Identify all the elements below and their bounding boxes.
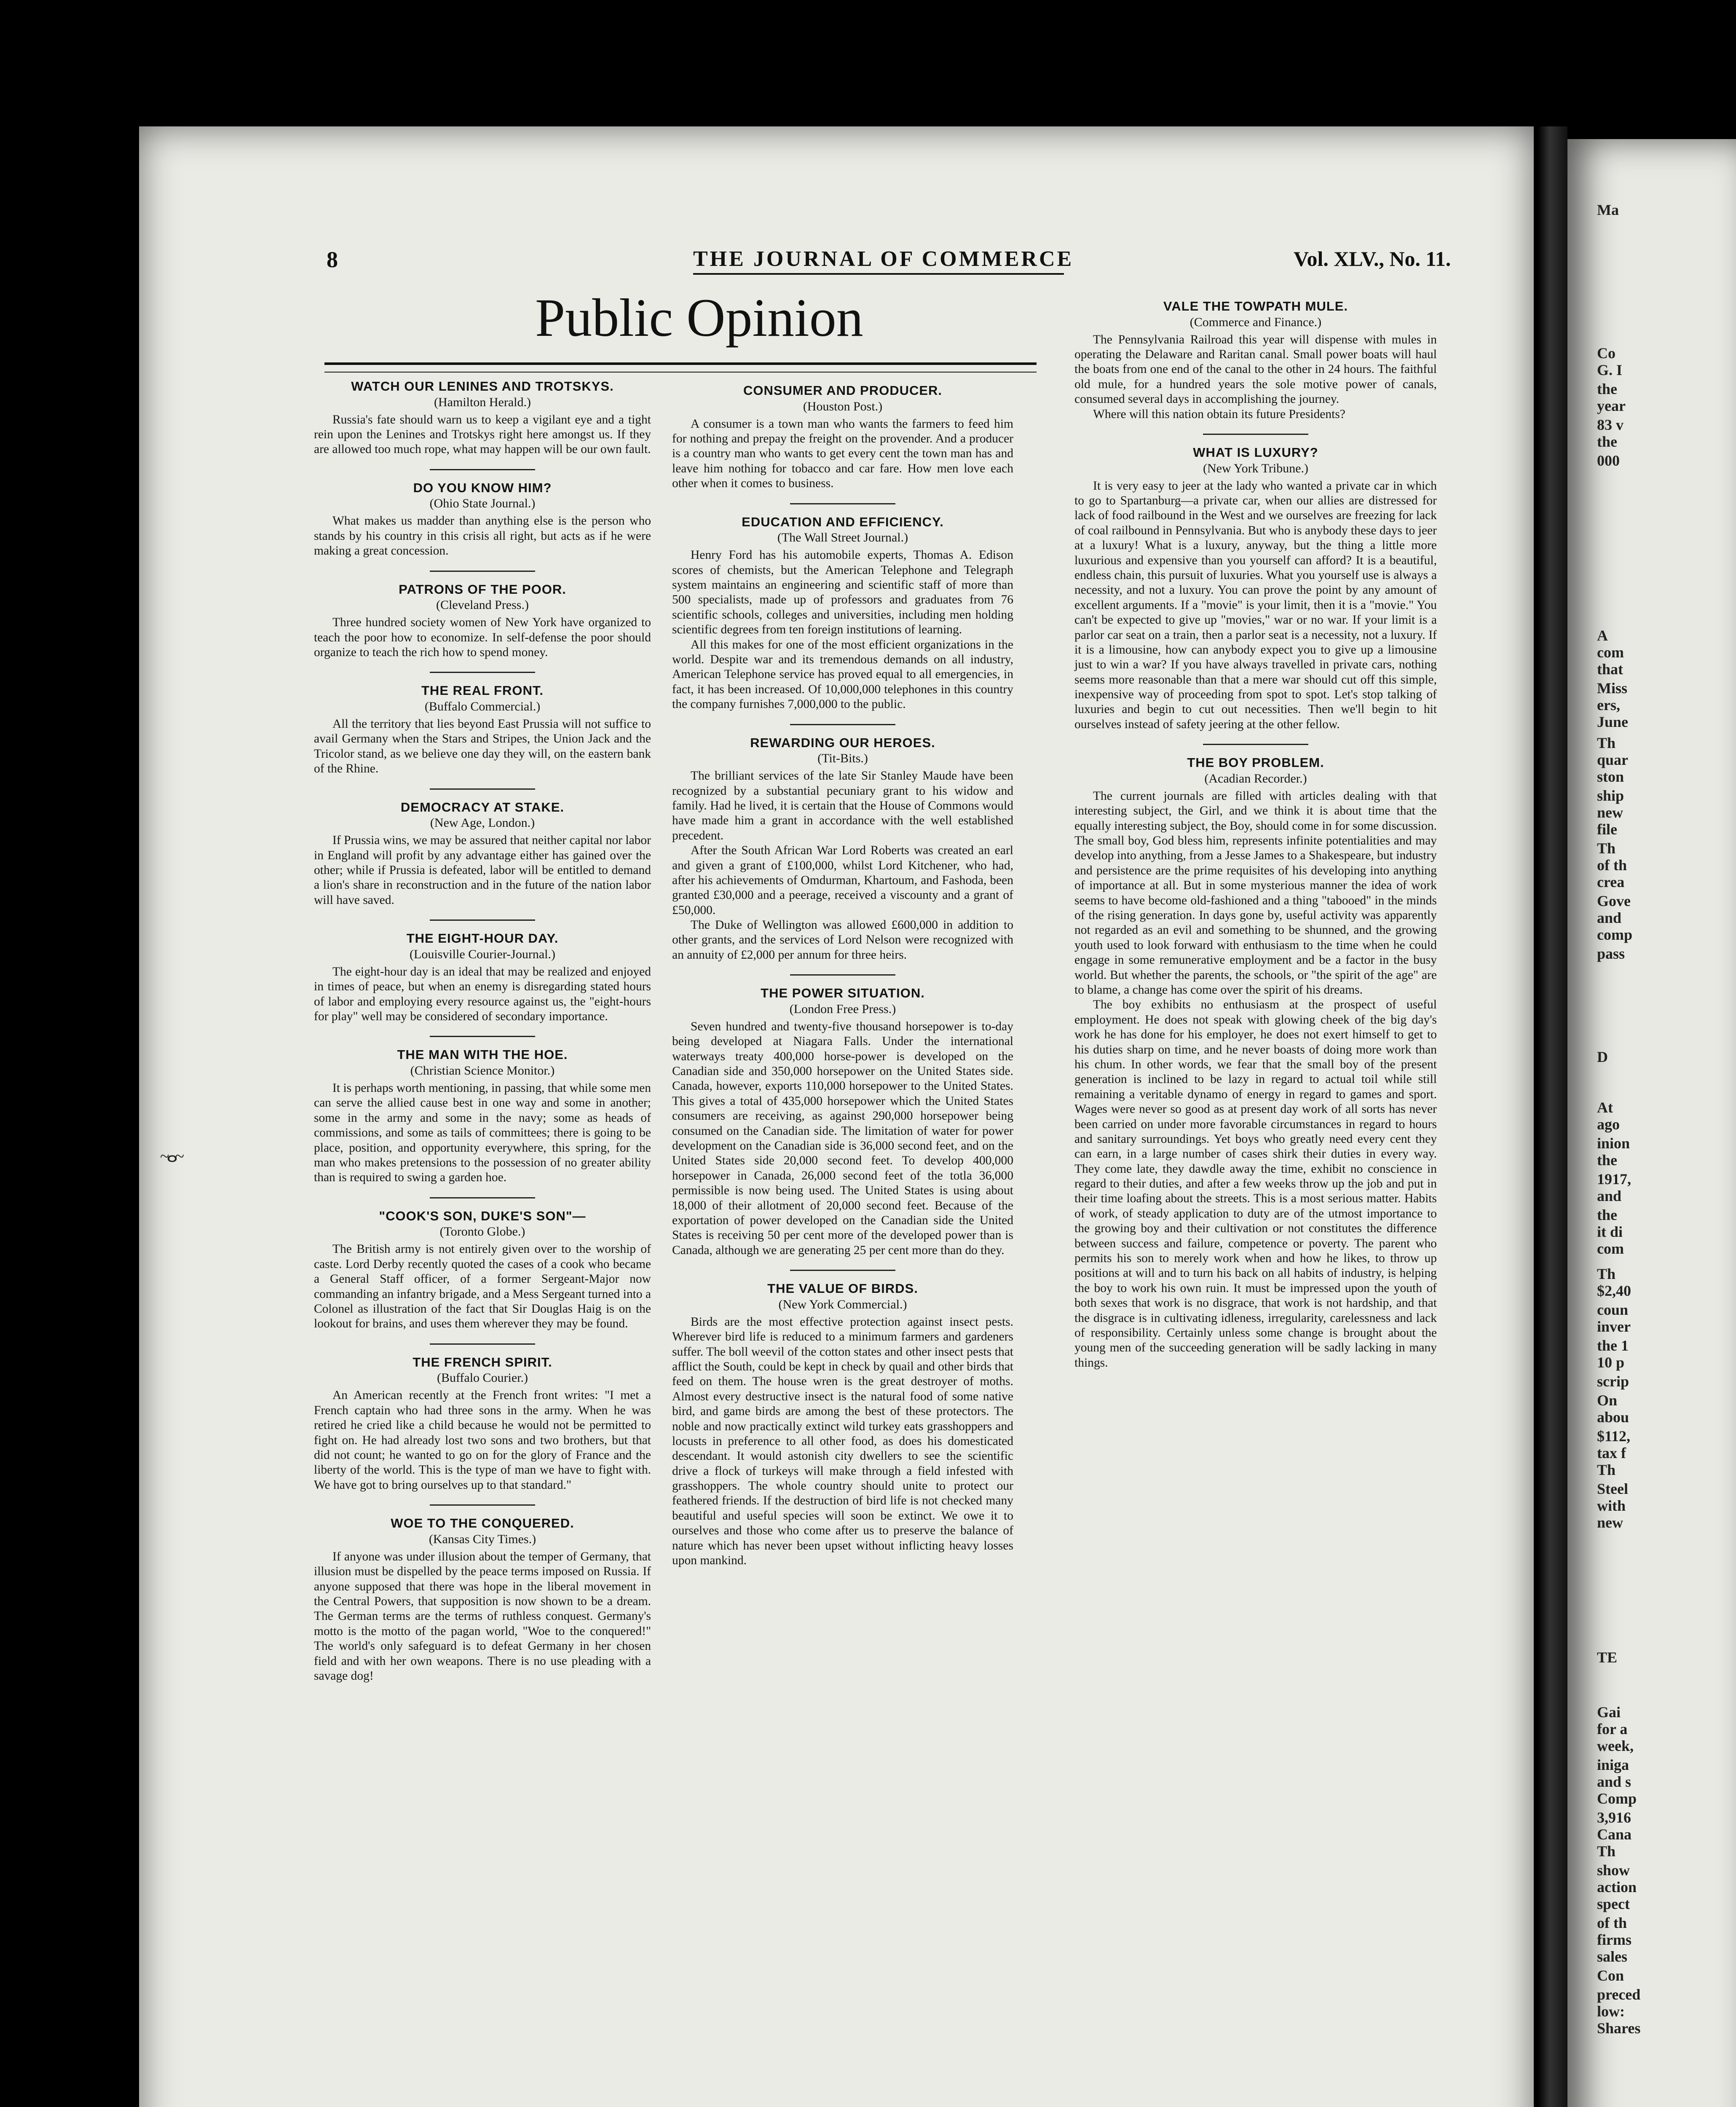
- article-paragraph: It is very easy to jeer at the lady who wanted a private car in which to go to Spartanburg—a private car, when our allies are distressed for lack of food railbound in the West and we ourselves are freezing for lack of coal railbound in Pennsylvania. But who is anybody these days to jeer at a luxury! What is a luxury, anyway, but the thing a little more luxurious and expensive than you yourself can afford? It is a beautiful, endless chain, this pursuit of luxuries. What you yourself use is always a necessity, and not a luxury. You can prove the point by any amount of excellent arguments. If a "movie" is your limit, then it is a "movie." You can't be expected to give up "movies," war or no war. If your limit is a parlor car seat on a train, then a parlor seat is a necessity, not a luxury. If it is a limousine, how can anybody expect you to give up a limousine just to win a war? If you have always travelled in private cars, nothing seems more reasonable than that a mere war should cut off this simple, inexpensive way of proceeding from spot to spot. Let's stop talking of luxuries and begin to cut out necessities. Then we'll begin to hit ourselves instead of safety jeering at the other fellow.: [1074, 479, 1437, 731]
- article-separator: [430, 469, 535, 470]
- article-body: [672, 769, 1013, 962]
- adjacent-page-edge: [1567, 139, 1736, 2107]
- article-paragraph: Birds are the most effective protection against insect pests. Wherever bird life is reduced to a minimum farmers and gardeners suffer. The boll weevil of the cotton states and other insect pests that afflict the South, could be kept in check by quail and other birds that feed on them. The house wren is the great destroyer of moths. Almost every destructive insect is the natural food of some native bird, and game birds are among the best of these protectors. The noble and now practically extinct wild turkey eats grasshoppers and locusts in preference to all other food, as does his domesticated descendant. It would astonish city dwellers to see the scientific drive a flock of turkeys will make through a field infested with grasshoppers. The whole country should unite to protect our feathered friends. If the destruction of bird life is not checked many beautiful and useful species will soon be extinct. We owe it to ourselves and those who come after us to preserve the balance of nature which has never been upset without inflicting heavy losses upon mankind.: [672, 1315, 1013, 1568]
- article-separator: [430, 788, 535, 790]
- article: [672, 735, 1013, 963]
- article: [314, 1047, 651, 1185]
- article-source: (Kansas City Times.): [429, 1532, 536, 1546]
- article: [1074, 299, 1437, 422]
- article-source: (New Age, London.): [430, 816, 535, 830]
- next-page-text-fragment: ston: [1597, 768, 1624, 785]
- article-source: (London Free Press.): [789, 1002, 896, 1016]
- next-page-text-fragment: iniga: [1597, 1756, 1629, 1773]
- article-headline: THE REAL FRONT.: [421, 683, 544, 698]
- next-page-text-fragment: and: [1597, 909, 1622, 926]
- next-page-text-fragment: crea: [1597, 874, 1625, 890]
- next-page-text-fragment: preced: [1597, 1986, 1641, 2003]
- article-headline: VALE THE TOWPATH MULE.: [1163, 299, 1348, 314]
- article-source: (Hamilton Herald.): [434, 395, 531, 409]
- next-page-text-fragment: D: [1597, 1048, 1608, 1065]
- next-page-text-fragment: new: [1597, 1514, 1623, 1531]
- article-source: (Buffalo Commercial.): [424, 700, 541, 714]
- next-page-text-fragment: that: [1597, 661, 1623, 678]
- next-page-text-fragment: scrip: [1597, 1373, 1629, 1390]
- article-source: (The Wall Street Journal.): [777, 531, 908, 545]
- next-page-text-fragment: quar: [1597, 751, 1629, 768]
- article-body: [1074, 789, 1437, 1370]
- next-page-text-fragment: Th: [1597, 1843, 1616, 1860]
- article-body: [314, 717, 651, 777]
- article-paragraph: All the territory that lies beyond East Prussia will not suffice to avail Germany when the Stars and Stripes, the Union Jack and the Tricolor stand, as we believe one day they will, on the eastern bank of the Rhine.: [314, 717, 651, 776]
- article: [672, 1281, 1013, 1568]
- article: [314, 379, 651, 457]
- article: [314, 800, 651, 908]
- next-page-text-fragment: On: [1597, 1392, 1618, 1409]
- article-body: [314, 413, 651, 457]
- ink-smudge: ~ⴰ~: [160, 1147, 182, 1166]
- next-page-text-fragment: of th: [1597, 857, 1627, 874]
- next-page-text-fragment: the: [1597, 381, 1617, 397]
- next-page-text-fragment: the: [1597, 1206, 1617, 1223]
- next-page-text-fragment: ship: [1597, 787, 1624, 804]
- title-double-rule: [324, 362, 1037, 373]
- article-paragraph: A consumer is a town man who wants the farmers to feed him for nothing and prepay the freight on the provender. And a producer is a country man who wants to get every cent the town man has and leave him nothing for tobacco and car fare. How men love each other when it comes to business.: [672, 417, 1013, 491]
- next-page-text-fragment: spect: [1597, 1895, 1630, 1912]
- next-page-text-fragment: show: [1597, 1862, 1630, 1879]
- article-headline: THE FRENCH SPIRIT.: [413, 1354, 552, 1370]
- article-paragraph: The Duke of Wellington was allowed £600,000 in addition to other grants, and the services of Lord Nelson were recognized with an annuity of £2,000 per annum for three heirs.: [672, 918, 1013, 962]
- article-headline: WOE TO THE CONQUERED.: [391, 1516, 574, 1531]
- article-separator: [790, 1270, 895, 1271]
- article-source: (Acadian Recorder.): [1204, 771, 1307, 785]
- article-body: [314, 1081, 651, 1185]
- next-page-text-fragment: 10 p: [1597, 1354, 1625, 1371]
- article-paragraph: After the South African War Lord Roberts was created an earl and given a grant of £100,000, whilst Lord Kitchener, who had, after his achievements of Omdurman, Khartoum, and Fashoda, been granted £30,000 and a peerage, received a viscounty and a grant of £50,000.: [672, 844, 1013, 917]
- article-headline: THE BOY PROBLEM.: [1187, 755, 1324, 770]
- next-page-text-fragment: firms: [1597, 1931, 1632, 1948]
- next-page-text-fragment: At: [1597, 1099, 1613, 1116]
- article-headline: PATRONS OF THE POOR.: [399, 582, 566, 597]
- next-page-text-fragment: and s: [1597, 1773, 1632, 1790]
- article-paragraph: Where will this nation obtain its future Presidents?: [1093, 407, 1345, 421]
- column-1: [314, 377, 651, 1695]
- article-paragraph: All this makes for one of the most efficient organizations in the world. Despite war and its tremendous demands on all industry, American Telephone service has proved equal to all emergencies, in fact, it has been increased. Of 10,000,000 telephones in this country the company furnishes 7,000,000 to the public.: [672, 638, 1013, 711]
- next-page-text-fragment: Th: [1597, 840, 1616, 857]
- volume-number: Vol. XLV., No. 11.: [1294, 247, 1451, 271]
- next-page-text-fragment: of th: [1597, 1914, 1627, 1931]
- next-page-text-fragment: $2,40: [1597, 1282, 1631, 1299]
- article-paragraph: What makes us madder than anything else is the person who stands by his country in this crisis all right, but acts as if he were making a great concession.: [314, 514, 651, 558]
- next-page-text-fragment: coun: [1597, 1301, 1629, 1318]
- article-separator: [1203, 434, 1308, 435]
- article-separator: [430, 919, 535, 921]
- next-page-text-fragment: low:: [1597, 2003, 1625, 2020]
- next-page-text-fragment: Gai: [1597, 1704, 1621, 1721]
- next-page-text-fragment: 83 v: [1597, 416, 1623, 433]
- next-page-text-fragment: pass: [1597, 945, 1625, 962]
- article-separator: [790, 724, 895, 725]
- page-number: 8: [327, 247, 338, 272]
- header-rule: [693, 273, 1064, 275]
- article-body: [314, 1388, 651, 1493]
- article-paragraph: Three hundred society women of New York have organized to teach the poor how to economize. In self-defense the poor should organize to teach the rich how to spend money.: [314, 616, 651, 659]
- article-separator: [430, 1197, 535, 1198]
- column-2: [672, 381, 1013, 1580]
- article-headline: THE POWER SITUATION.: [761, 986, 925, 1001]
- next-page-text-fragment: Con: [1597, 1967, 1624, 1984]
- article: [672, 383, 1013, 491]
- article-headline: THE EIGHT-HOUR DAY.: [406, 931, 559, 946]
- article-headline: THE MAN WITH THE HOE.: [397, 1047, 568, 1062]
- next-page-text-fragment: Th: [1597, 1461, 1616, 1478]
- article-separator: [430, 1343, 535, 1345]
- article-paragraph: It is perhaps worth mentioning, in passing, that while some men can serve the allied cause best in one way and some in another; some in the army and some in the navy; some as heads of commissions, and some as tails of committees; there is going to be place, position, and opportunity everywhere, this spring, for the man who makes pretensions to the possession of no greater ability than is required to swing a garden hoe.: [314, 1081, 651, 1185]
- article-separator: [1203, 744, 1308, 745]
- article: [314, 1355, 651, 1493]
- next-page-text-fragment: 000: [1597, 452, 1620, 469]
- next-page-text-fragment: Steel: [1597, 1480, 1628, 1497]
- page-gutter: [1538, 126, 1567, 2107]
- article-body: [314, 1549, 651, 1684]
- article-headline: DEMOCRACY AT STAKE.: [400, 799, 565, 815]
- next-page-text-fragment: tax f: [1597, 1445, 1626, 1461]
- next-page-text-fragment: the 1: [1597, 1337, 1629, 1354]
- article-body: [314, 514, 651, 558]
- next-page-text-fragment: TE: [1597, 1649, 1618, 1666]
- article-body: [314, 1242, 651, 1331]
- article-source: (Buffalo Courier.): [437, 1371, 528, 1385]
- next-page-text-fragment: com: [1597, 644, 1624, 661]
- article-paragraph: Russia's fate should warn us to keep a vigilant eye and a tight rein upon the Lenines and Trotskys right here amongst us. If they are allowed too much rope, what may happen will be our own fault.: [314, 413, 651, 456]
- article-paragraph: The Pennsylvania Railroad this year will dispense with mules in operating the Delaware and Raritan canal. Small power boats will haul the boats from one end of the canal to the other in 24 hours. The faithful old mule, for a hundred years the sole motive power of canals, consumed several days in accomplishing the journey.: [1074, 332, 1437, 406]
- article-separator: [430, 672, 535, 673]
- article-paragraph: The brilliant services of the late Sir Stanley Maude have been recognized by a substantial pecuniary grant to his widow and family. Had he lived, it is certain that the House of Commons would have made him a grant in accordance with the well established precedent.: [672, 769, 1013, 842]
- article-source: (Cleveland Press.): [436, 598, 529, 612]
- next-page-text-fragment: $112,: [1597, 1428, 1631, 1445]
- article: [314, 480, 651, 559]
- next-page-text-fragment: year: [1597, 397, 1626, 414]
- article-separator: [790, 974, 895, 976]
- article: [672, 986, 1013, 1258]
- section-title: Public Opinion: [535, 288, 863, 348]
- next-page-text-fragment: Th: [1597, 735, 1616, 751]
- article: [672, 515, 1013, 712]
- next-page-text-fragment: the: [1597, 433, 1617, 450]
- next-page-text-fragment: 3,916: [1597, 1809, 1631, 1826]
- article-body: [672, 548, 1013, 712]
- next-page-text-fragment: Co: [1597, 345, 1615, 362]
- article-paragraph: If Prussia wins, we may be assured that neither capital nor labor in England will profit by any advantage either has gained over the other; while if Prussia is defeated, labor will be entitled to demand a lion's share in reconstruction and in the future of the nation labor will have saved.: [314, 834, 651, 907]
- article-headline: CONSUMER AND PRODUCER.: [743, 383, 943, 398]
- next-page-text-fragment: Th: [1597, 1265, 1616, 1282]
- article: [314, 1516, 651, 1683]
- next-page-text-fragment: Ma: [1597, 201, 1619, 218]
- article-headline: DO YOU KNOW HIM?: [413, 480, 552, 495]
- article-headline: EDUCATION AND EFFICIENCY.: [742, 514, 944, 529]
- article-paragraph: The boy exhibits no enthusiasm at the prospect of useful employment. He does not speak with glowing cheek of the big day's work he has done for his employer, he does not exert himself to get to his duties sharp on time, and he never boasts of doing more work than his chum. In other words, we fear that the small boy of the present generation is inclined to be lazy in regard to actual toil while still remaining a veritable dynamo of energy in regard to games and sport. Wages were never so good as at present day work of all sorts has never been carried on under more favorable circumstances in regard to hours and sanitary surroundings. Yet boys who greatly need every cent they can earn, in a large number of cases shirk their duties in every way. They come late, they dawdle away the time, exhibit no conscience in regard to their duties, and after a few weeks throw up the job and put in their time loafing about the streets. This is a most serious matter. Habits of work, of steady application to duty are of the utmost importance to the growing boy and their cultivation or not constitutes the difference between success and failure, competence or poverty. The parent who permits his son to merely work when and how he likes, to throw up positions at will and to turn his back on all habits of industry, is helping the boy to work his own ruin. It must be impressed upon the youth of both sexes that work is no disgrace, that work is not hardship, and that the disgrace is in cultivating idleness, irregularity, carelessness and lack of responsibility. Certainly unless some change is brought about the young men of the succeeding generation will be sadly lacking in many things.: [1074, 998, 1437, 1370]
- next-page-text-fragment: abou: [1597, 1409, 1629, 1426]
- article-paragraph: Seven hundred and twenty-five thousand horsepower is to-day being developed at Niagara Falls. Under the international waterways treaty 400,000 horse-power is developed on the Canadian side and 350,000 horsepower on the United States side. Canada, however, exports 110,000 horsepower to the United States. This gives a total of 435,000 horsepower which the United States consumers are receiving, as against 290,000 horsepower being consumed on the Canadian side. The limitation of water for power development on the Canadian side is 36,000 second feet, and on the United States side 20,000 second feet. To develop 400,000 horsepower in Canada, 26,000 second feet of the totla 36,000 permissible is now being used. The United States is using about 18,000 of their allotment of 20,000 second feet. Because of the exportation of power developed on the Canadian side the United States is receiving 50 per cent more of the developed power than is Canada, although we are generating 25 per cent more than do they.: [672, 1019, 1013, 1257]
- column-3: [1074, 297, 1437, 1382]
- article-paragraph: The current journals are filled with articles dealing with that interesting subject, the Girl, and we think it is about time that the equally interesting subject, the Boy, should come in for some discussion. The small boy, God bless him, represents infinite potentialities and may develop into anything, from a Jesse James to a Shakespeare, but industry and persistence are the prime requisites of his developing into anything of importance at all. But in some mysterious manner the idea of work seems to have become old-fashioned and a thing "tabooed" in the minds of the rising generation. In days gone by, useful activity was apparently not regarded as an evil and something to be shunned, and the growing youth used to look forward with enthusiasm to the time when he could engage in some remunerative employment and be a factor in the busy world. But whether the parents, the schools, or "the spirit of the age" are to blame, a change has come over the spirit of his dreams.: [1074, 789, 1437, 997]
- next-page-text-fragment: ers,: [1597, 697, 1620, 713]
- journal-title: THE JOURNAL OF COMMERCE: [693, 247, 1074, 271]
- article-separator: [430, 1036, 535, 1037]
- article: [314, 683, 651, 776]
- article-body: [672, 1315, 1013, 1568]
- article-source: (Toronto Globe.): [439, 1225, 525, 1239]
- next-page-text-fragment: Gove: [1597, 893, 1631, 909]
- article-paragraph: The eight-hour day is an ideal that may be realized and enjoyed in times of peace, but when an enemy is disregarding stated hours of labor and employing every resource against us, the "eight-hours for play" well may be considered of secondary importance.: [314, 965, 651, 1024]
- article: [314, 582, 651, 660]
- next-page-text-fragment: Miss: [1597, 680, 1627, 697]
- article-separator: [790, 503, 895, 504]
- article: [314, 931, 651, 1024]
- article-source: (Ohio State Journal.): [429, 496, 536, 511]
- next-page-text-fragment: file: [1597, 821, 1617, 838]
- article-headline: "COOK'S SON, DUKE'S SON"—: [379, 1208, 586, 1223]
- next-page-text-fragment: for a: [1597, 1721, 1628, 1737]
- article-source: (New York Tribune.): [1203, 461, 1309, 475]
- article-body: [672, 1019, 1013, 1258]
- article-source: (Houston Post.): [803, 399, 883, 413]
- article-source: (Christian Science Monitor.): [410, 1064, 555, 1078]
- article-headline: THE VALUE OF BIRDS.: [767, 1281, 918, 1296]
- article-paragraph: An American recently at the French front writes: "I met a French captain who had three sons in the army. When he was retired he cried like a child because he would not be permitted to fight on. He had already lost two sons and two brothers, but that did not count; he wanted to go on for the glory of France and the liberty of the world. This is the type of man we have to fight with. We have got to bring ourselves up to that standard.": [314, 1389, 651, 1492]
- next-page-text-fragment: A: [1597, 627, 1608, 644]
- article-paragraph: Henry Ford has his automobile experts, Thomas A. Edison scores of chemists, but the American Telephone and Telegraph system maintains an engineering and scientific staff of more than 500 specialists, made up of professors and graduates from 76 scientific schools, colleges and universities, including men holding scientific degrees from ten foreign institutions of learning.: [672, 548, 1013, 637]
- next-page-text-fragment: week,: [1597, 1737, 1634, 1754]
- next-page-text-fragment: the: [1597, 1152, 1617, 1169]
- next-page-text-fragment: new: [1597, 804, 1623, 821]
- article-headline: WATCH OUR LENINES AND TROTSKYS.: [351, 379, 614, 394]
- article-headline: WHAT IS LUXURY?: [1193, 445, 1318, 460]
- article-separator: [430, 571, 535, 572]
- article-body: [1074, 332, 1437, 422]
- next-page-text-fragment: Comp: [1597, 1790, 1637, 1807]
- article-body: [314, 965, 651, 1024]
- next-page-text-fragment: inver: [1597, 1318, 1631, 1335]
- next-page-text-fragment: Cana: [1597, 1826, 1632, 1843]
- next-page-text-fragment: inion: [1597, 1135, 1630, 1152]
- article-body: [672, 417, 1013, 491]
- article-source: (Tit-Bits.): [817, 751, 868, 766]
- next-page-text-fragment: G. I: [1597, 362, 1623, 378]
- article-source: (Louisville Courier-Journal.): [410, 947, 555, 961]
- article-separator: [430, 1504, 535, 1506]
- next-page-text-fragment: action: [1597, 1879, 1637, 1895]
- next-page-text-fragment: and: [1597, 1188, 1622, 1204]
- article-body: [1074, 479, 1437, 732]
- next-page-text-fragment: 1917,: [1597, 1171, 1631, 1188]
- article: [314, 1209, 651, 1332]
- article-body: [314, 615, 651, 660]
- article-paragraph: If anyone was under illusion about the temper of Germany, that illusion must be dispelled by the peace terms imposed on Russia. If anyone supposed that there was hope in the liberal movement in the Central Powers, that supposition is now shown to be a dream. The German terms are the terms of ruthless conquest. Germany's motto is the motto of the pagan world, "Woe to the conquered!" The world's only safeguard is to defeat Germany in her chosen field and with her own weapons. There is no use pleading with a savage dog!: [314, 1549, 651, 1683]
- next-page-text-fragment: ago: [1597, 1116, 1620, 1133]
- next-page-text-fragment: Shares: [1597, 2020, 1641, 2037]
- next-page-text-fragment: June: [1597, 713, 1629, 730]
- article-headline: REWARDING OUR HEROES.: [750, 735, 935, 750]
- article: [1074, 755, 1437, 1370]
- article-source: (Commerce and Finance.): [1189, 315, 1322, 329]
- next-page-text-fragment: sales: [1597, 1948, 1627, 1965]
- article-source: (New York Commercial.): [778, 1297, 907, 1311]
- next-page-text-fragment: comp: [1597, 926, 1632, 943]
- article-body: [314, 833, 651, 908]
- article-paragraph: The British army is not entirely given over to the worship of caste. Lord Derby recently quoted the cases of a cook who became a General Staff officer, of a former Sergeant-Major now commanding an infantry brigade, and a Mess Sergeant turned into a Colonel as illustration of the fact that Sir Douglas Haig is on the lookout for brains, and uses them wherever they may be found.: [314, 1242, 651, 1331]
- next-page-text-fragment: com: [1597, 1240, 1624, 1257]
- next-page-text-fragment: it di: [1597, 1223, 1623, 1240]
- next-page-text-fragment: with: [1597, 1497, 1626, 1514]
- article: [1074, 445, 1437, 732]
